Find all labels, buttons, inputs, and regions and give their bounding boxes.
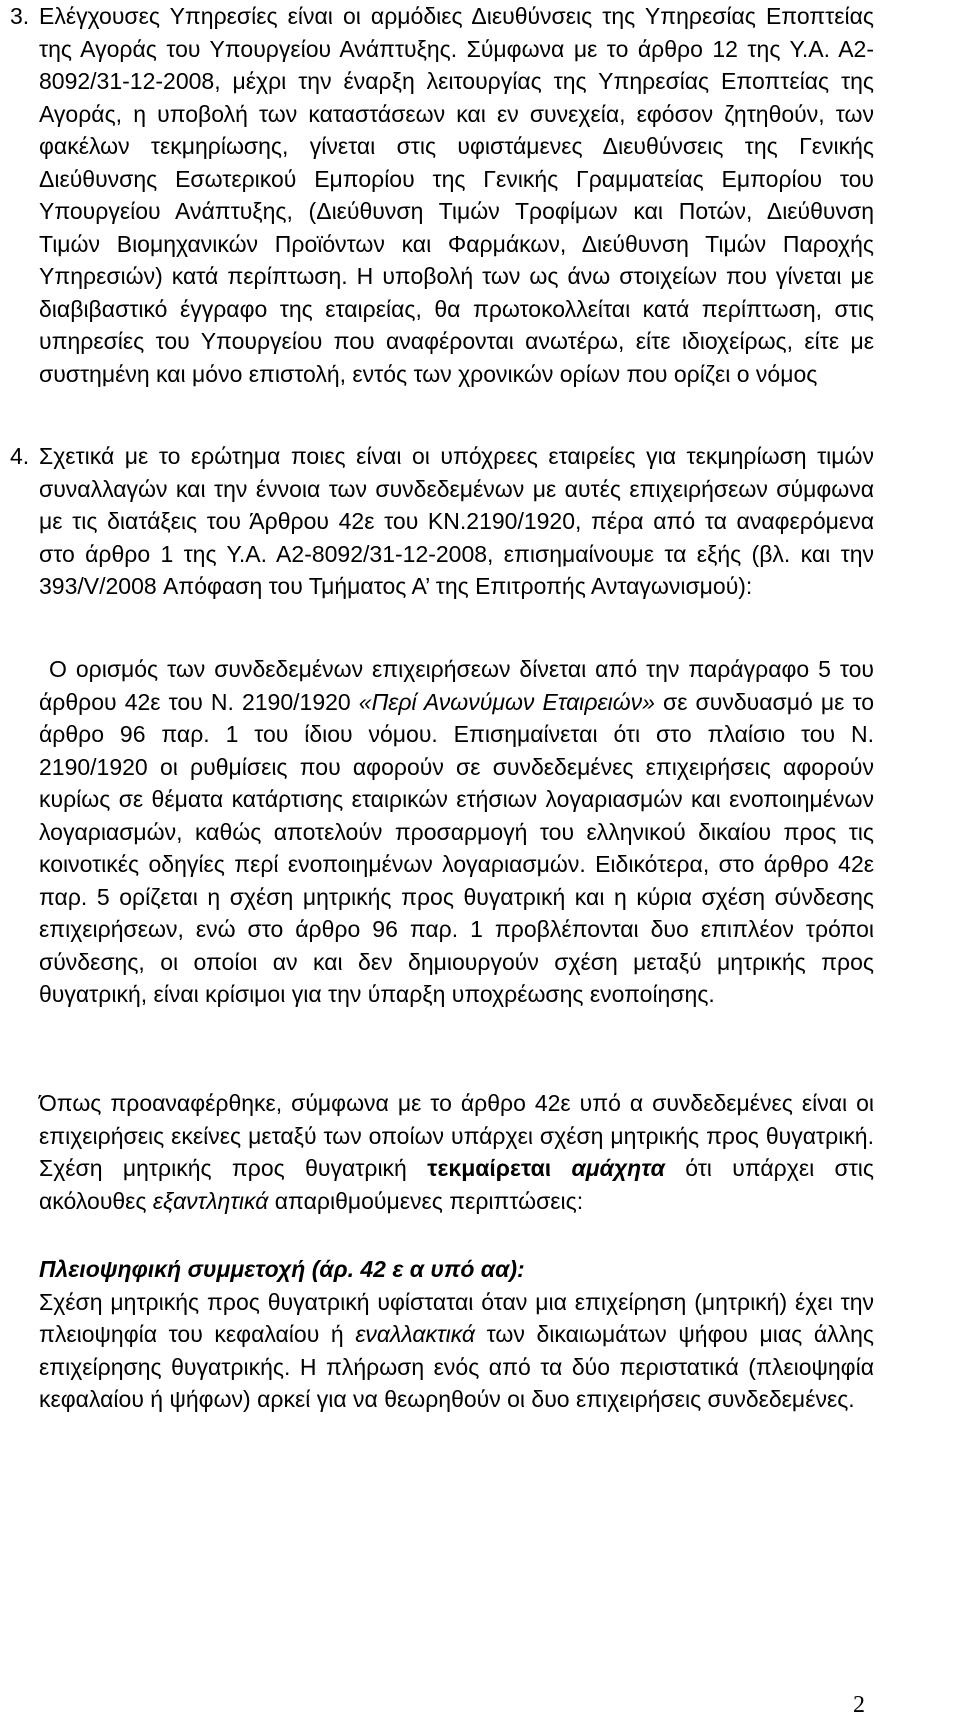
item-text: Ελέγχουσες Υπηρεσίες είναι οι αρμόδιες Διευθύνσεις της Υπηρεσίας Εποπτείας της Αγοράς του Υπουργείου Ανάπτυξης. Σύμφωνα με το άρθρο 12 της Υ.Α. Α2-8092/31-12-2008, μέχρι την έναρξη λειτουργίας της Υπηρεσίας Εποπτείας της Αγοράς, η υποβολή των καταστάσεων και εν συνεχεία, εφόσον ζητηθούν, των φακέλων τεκμηρίωσης, γίνεται στις υφιστάμενες Διευθύνσεις της Γενικής Διεύθυνσης Εσωτερικού Εμπορίου της Γενικής Γραμματείας Εμπορίου του Υπουργείου Ανάπτυξης, (Διεύθυνση Τιμών Τροφίμων και Ποτών, Διεύθυνση Τιμών Βιομηχανικών Προϊόντων και Φαρμάκων, Διεύθυνση Τιμών Παροχής Υπηρεσιών) κατά περίπτωση. Η υποβολή των ως άνω στοιχείων που γίνεται με διαβιβαστικό έγγραφο της εταιρείας, θα πρωτοκολλείται κατά περίπτωση, στις υπηρεσίες του Υπουργείου που αναφέρονται ανωτέρω, είτε ιδιοχείρως, είτε με συστημένη και μόνο επιστολή, εντός των χρονικών ορίων που ορίζει ο νόμος bbox=[39, 3, 874, 387]
definition-italic-title: «Περί Ανωνύμων Εταιρειών» bbox=[358, 688, 655, 715]
presumption-bold: τεκμαίρεται bbox=[427, 1155, 552, 1181]
majority-text-2: των δικαιωμάτων ψήφου μιας άλλης επιχείρησης θυγατρικής. Η πλήρωση ενός από τα δύο περιστατικά (πλειοψηφία κεφαλαίου ή ψήφων) αρκεί για να θεωρηθούν οι δυο επιχειρήσεις συνδεδεμένες. bbox=[39, 1321, 875, 1412]
item-number: 3. bbox=[10, 3, 30, 29]
item-number: 4. bbox=[10, 443, 30, 469]
list-item-3 bbox=[10, 0, 874, 390]
definition-paragraph bbox=[39, 653, 874, 1011]
definition-text-2: σε συνδυασμό με το άρθρο 96 παρ. 1 του ίδιου νόμου. Επισημαίνεται ότι στο πλαίσιο του Ν. 2190/1920 οι ρυθμίσεις που αφορούν σε συνδεδεμένες επιχειρήσεις αφορούν κυρίως σε θέματα κατάρτισης εταιρικών ετήσιων λογαριασμών και ενοποιημένων λογαριασμών, καθώς αποτελούν προσαρμογή του ελληνικού δικαίου προς τις κοινοτικές οδηγίες περί ενοποιημένων λογαριασμών. Ειδικότερα, στο άρθρο 42ε παρ. 5 ορίζεται η σχέση μητρικής προς θυγατρική και η κύρια σχέση σύνδεσης επιχειρήσεων, ενώ στο άρθρο 96 παρ. 1 προβλέπονται δυο επιπλέον τρόποι σύνδεσης, οι οποίοι αν και δεν δημιουργούν σχέση μεταξύ μητρικής προς θυγατρική, είναι κρίσιμοι για την ύπαρξη υποχρέωσης ενοποίησης. bbox=[39, 688, 874, 1007]
majority-heading: Πλειοψηφική συμμετοχή (άρ. 42 ε α υπό αα): bbox=[39, 1256, 525, 1282]
page-number: 2 bbox=[853, 1692, 865, 1718]
presumption-italic: εξαντλητικά bbox=[152, 1187, 269, 1214]
majority-text-1: Σχέση μητρικής προς θυγατρική υφίσταται όταν μια επιχείρηση (μητρική) έχει την πλειοψηφία του κεφαλαίου ή bbox=[39, 1288, 874, 1347]
presumption-text-2: ότι υπάρχει στις ακόλουθες bbox=[39, 1155, 875, 1214]
presumption-paragraph bbox=[39, 1087, 874, 1217]
list-item-4 bbox=[10, 440, 874, 603]
presumption-text-1: Όπως προαναφέρθηκε, σύμφωνα με το άρθρο 42ε υπό α συνδεδεμένες είναι οι επιχειρήσεις εκείνες μεταξύ των οποίων υπάρχει σχέση μητρικής προς θυγατρική. Σχέση μητρικής προς θυγατρική bbox=[39, 1090, 874, 1181]
majority-italic: εναλλακτικά bbox=[355, 1321, 476, 1347]
definition-text-1: Ο ορισμός των συνδεδεμένων επιχειρήσεων δίνεται από την παράγραφο 5 του άρθρου 42ε του Ν. 2190/1920 bbox=[39, 656, 874, 715]
majority-section bbox=[39, 1253, 874, 1416]
presumption-text-3: απαριθμούμενες περιπτώσεις: bbox=[268, 1187, 584, 1214]
item-text: Σχετικά με το ερώτημα ποιες είναι οι υπόχρεες εταιρείες για τεκμηρίωση τιμών συναλλαγών και την έννοια των συνδεδεμένων με αυτές επιχειρήσεων σύμφωνα με τις διατάξεις του Άρθρου 42ε του ΚΝ.2190/1920, πέρα από τα αναφερόμενα στο άρθρο 1 της Υ.Α. Α2-8092/31-12-2008, επισημαίνουμε τα εξής (βλ. και την 393/V/2008 Απόφαση του Τμήματος Α’ της Επιτροπής Ανταγωνισμού): bbox=[39, 443, 874, 599]
presumption-bold-italic: αμάχητα bbox=[571, 1155, 665, 1181]
